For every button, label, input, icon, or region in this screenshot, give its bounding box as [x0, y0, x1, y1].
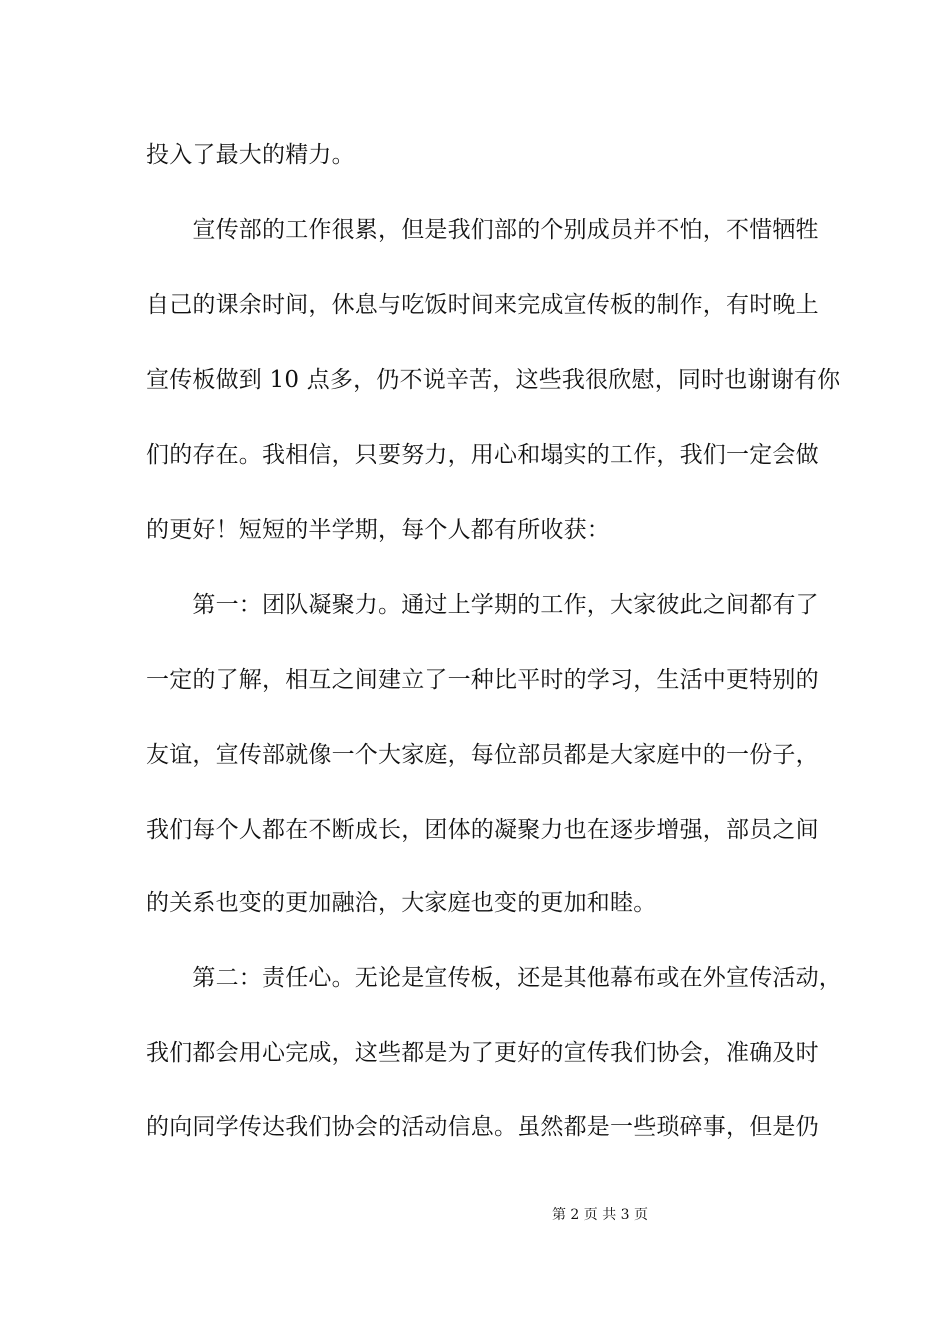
text-line: 第二：责任心。无论是宣传板，还是其他幕布或在外宣传活动， [146, 965, 842, 991]
text-line: 一定的了解，相互之间建立了一种比平时的学习，生活中更特别的 [146, 667, 819, 693]
text-line: 友谊，宣传部就像一个大家庭，每位部员都是大家庭中的一份子， [146, 742, 819, 768]
text-line: 宣传板做到 10 点多，仍不说辛苦，这些我很欣慰，同时也谢谢有你 [146, 367, 841, 393]
text-line: 的向同学传达我们协会的活动信息。虽然都是一些琐碎事，但是仍 [146, 1114, 819, 1140]
text-line: 的更好！短短的半学期，每个人都有所收获： [146, 517, 610, 543]
text-line: 我们都会用心完成，这些都是为了更好的宣传我们协会，准确及时 [146, 1040, 819, 1066]
text-line: 我们每个人都在不断成长，团体的凝聚力也在逐步增强，部员之间 [146, 817, 819, 843]
text-line: 投入了最大的精力。 [146, 142, 355, 168]
text-line: 的关系也变的更加融洽，大家庭也变的更加和睦。 [146, 890, 657, 916]
text-line: 自己的课余时间，休息与吃饭时间来完成宣传板的制作，有时晚上 [146, 292, 819, 318]
page-footer: 第 2 页 共 3 页 [551, 1207, 649, 1223]
text-line: 第一：团队凝聚力。通过上学期的工作，大家彼此之间都有了 [146, 592, 819, 618]
text-line: 们的存在。我相信，只要努力，用心和塌实的工作，我们一定会做 [146, 442, 819, 468]
text-line: 宣传部的工作很累，但是我们部的个别成员并不怕，不惜牺牲 [146, 217, 819, 243]
